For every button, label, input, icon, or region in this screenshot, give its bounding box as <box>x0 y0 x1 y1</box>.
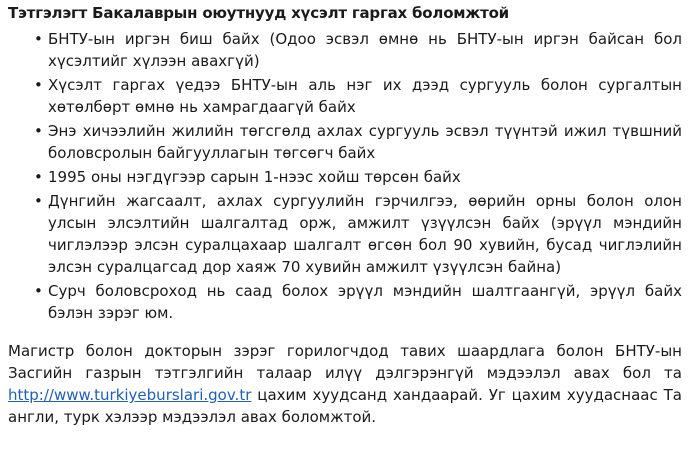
bullet-icon: • <box>34 76 43 94</box>
list-item-text: БНТУ-ын иргэн биш байх (Одоо эсвэл өмнө нь БНТУ-ын иргэн байсан бол хүсэлтийг хүлээн авахгүй) <box>48 30 682 70</box>
list-item <box>34 166 682 188</box>
bullet-icon: • <box>34 282 43 300</box>
bullet-icon: • <box>34 168 43 186</box>
scholarship-website-link[interactable]: http://www.turkiyeburslari.gov.tr <box>8 386 252 404</box>
bullet-icon: • <box>34 122 43 140</box>
info-paragraph <box>8 340 682 428</box>
requirements-list <box>8 28 682 324</box>
section-heading: Тэтгэлэгт Бакалаврын оюутнууд хүсэлт гаргах боломжтой <box>8 4 509 22</box>
list-item-text: Энэ хичээлийн жилийн төгсгөлд ахлах сургууль эсвэл түүнтэй ижил түвшний боловсролын байгууллагын төгсөгч байх <box>48 122 682 162</box>
list-item <box>34 74 682 118</box>
info-text-start: Магистр болон докторын зэрэг горилогчдод тавих шаардлага болон БНТУ-ын Засгийн газрын тэтгэлгийн талаар илүү дэлгэрэнгүй мэдээлэл авах бол та <box>8 342 682 382</box>
info-text-end: цахим хуудсанд хандаарай. Уг цахим хуудаснаас Та англи, турк хэлээр мэдээлэл авах боломжтой. <box>8 386 682 426</box>
list-item <box>34 120 682 164</box>
list-item <box>34 28 682 72</box>
bullet-icon: • <box>34 30 43 48</box>
bullet-icon: • <box>34 192 43 210</box>
list-item <box>34 280 682 324</box>
list-item-text: 1995 оны нэгдүгээр сарын 1-нээс хойш төрсөн байх <box>48 168 461 186</box>
list-item <box>34 190 682 278</box>
list-item-text: Хүсэлт гаргах үедээ БНТУ-ын аль нэг их дээд сургууль болон сургалтын хөтөлбөрт өмнө нь хамрагдаагүй байх <box>48 76 682 116</box>
list-item-text: Дүнгийн жагсаалт, ахлах сургуулийн гэрчилгээ, өөрийн орны болон олон улсын элсэлтийн шалгалтад орж, амжилт үзүүлсэн байх (эрүүл мэндийн чиглэлээр элсэн суралцахаар шалгалт өгсөн бол 90 хувийн, бусад чиглэлийн элсэн суралцагсад дор хаяж 70 хувийн амжилт үзүүлсэн байна) <box>48 192 682 276</box>
list-item-text: Сурч боловсроход нь саад болох эрүүл мэндийн шалтгаангүй, эрүүл байх бэлэн зэрэг юм. <box>48 282 682 322</box>
